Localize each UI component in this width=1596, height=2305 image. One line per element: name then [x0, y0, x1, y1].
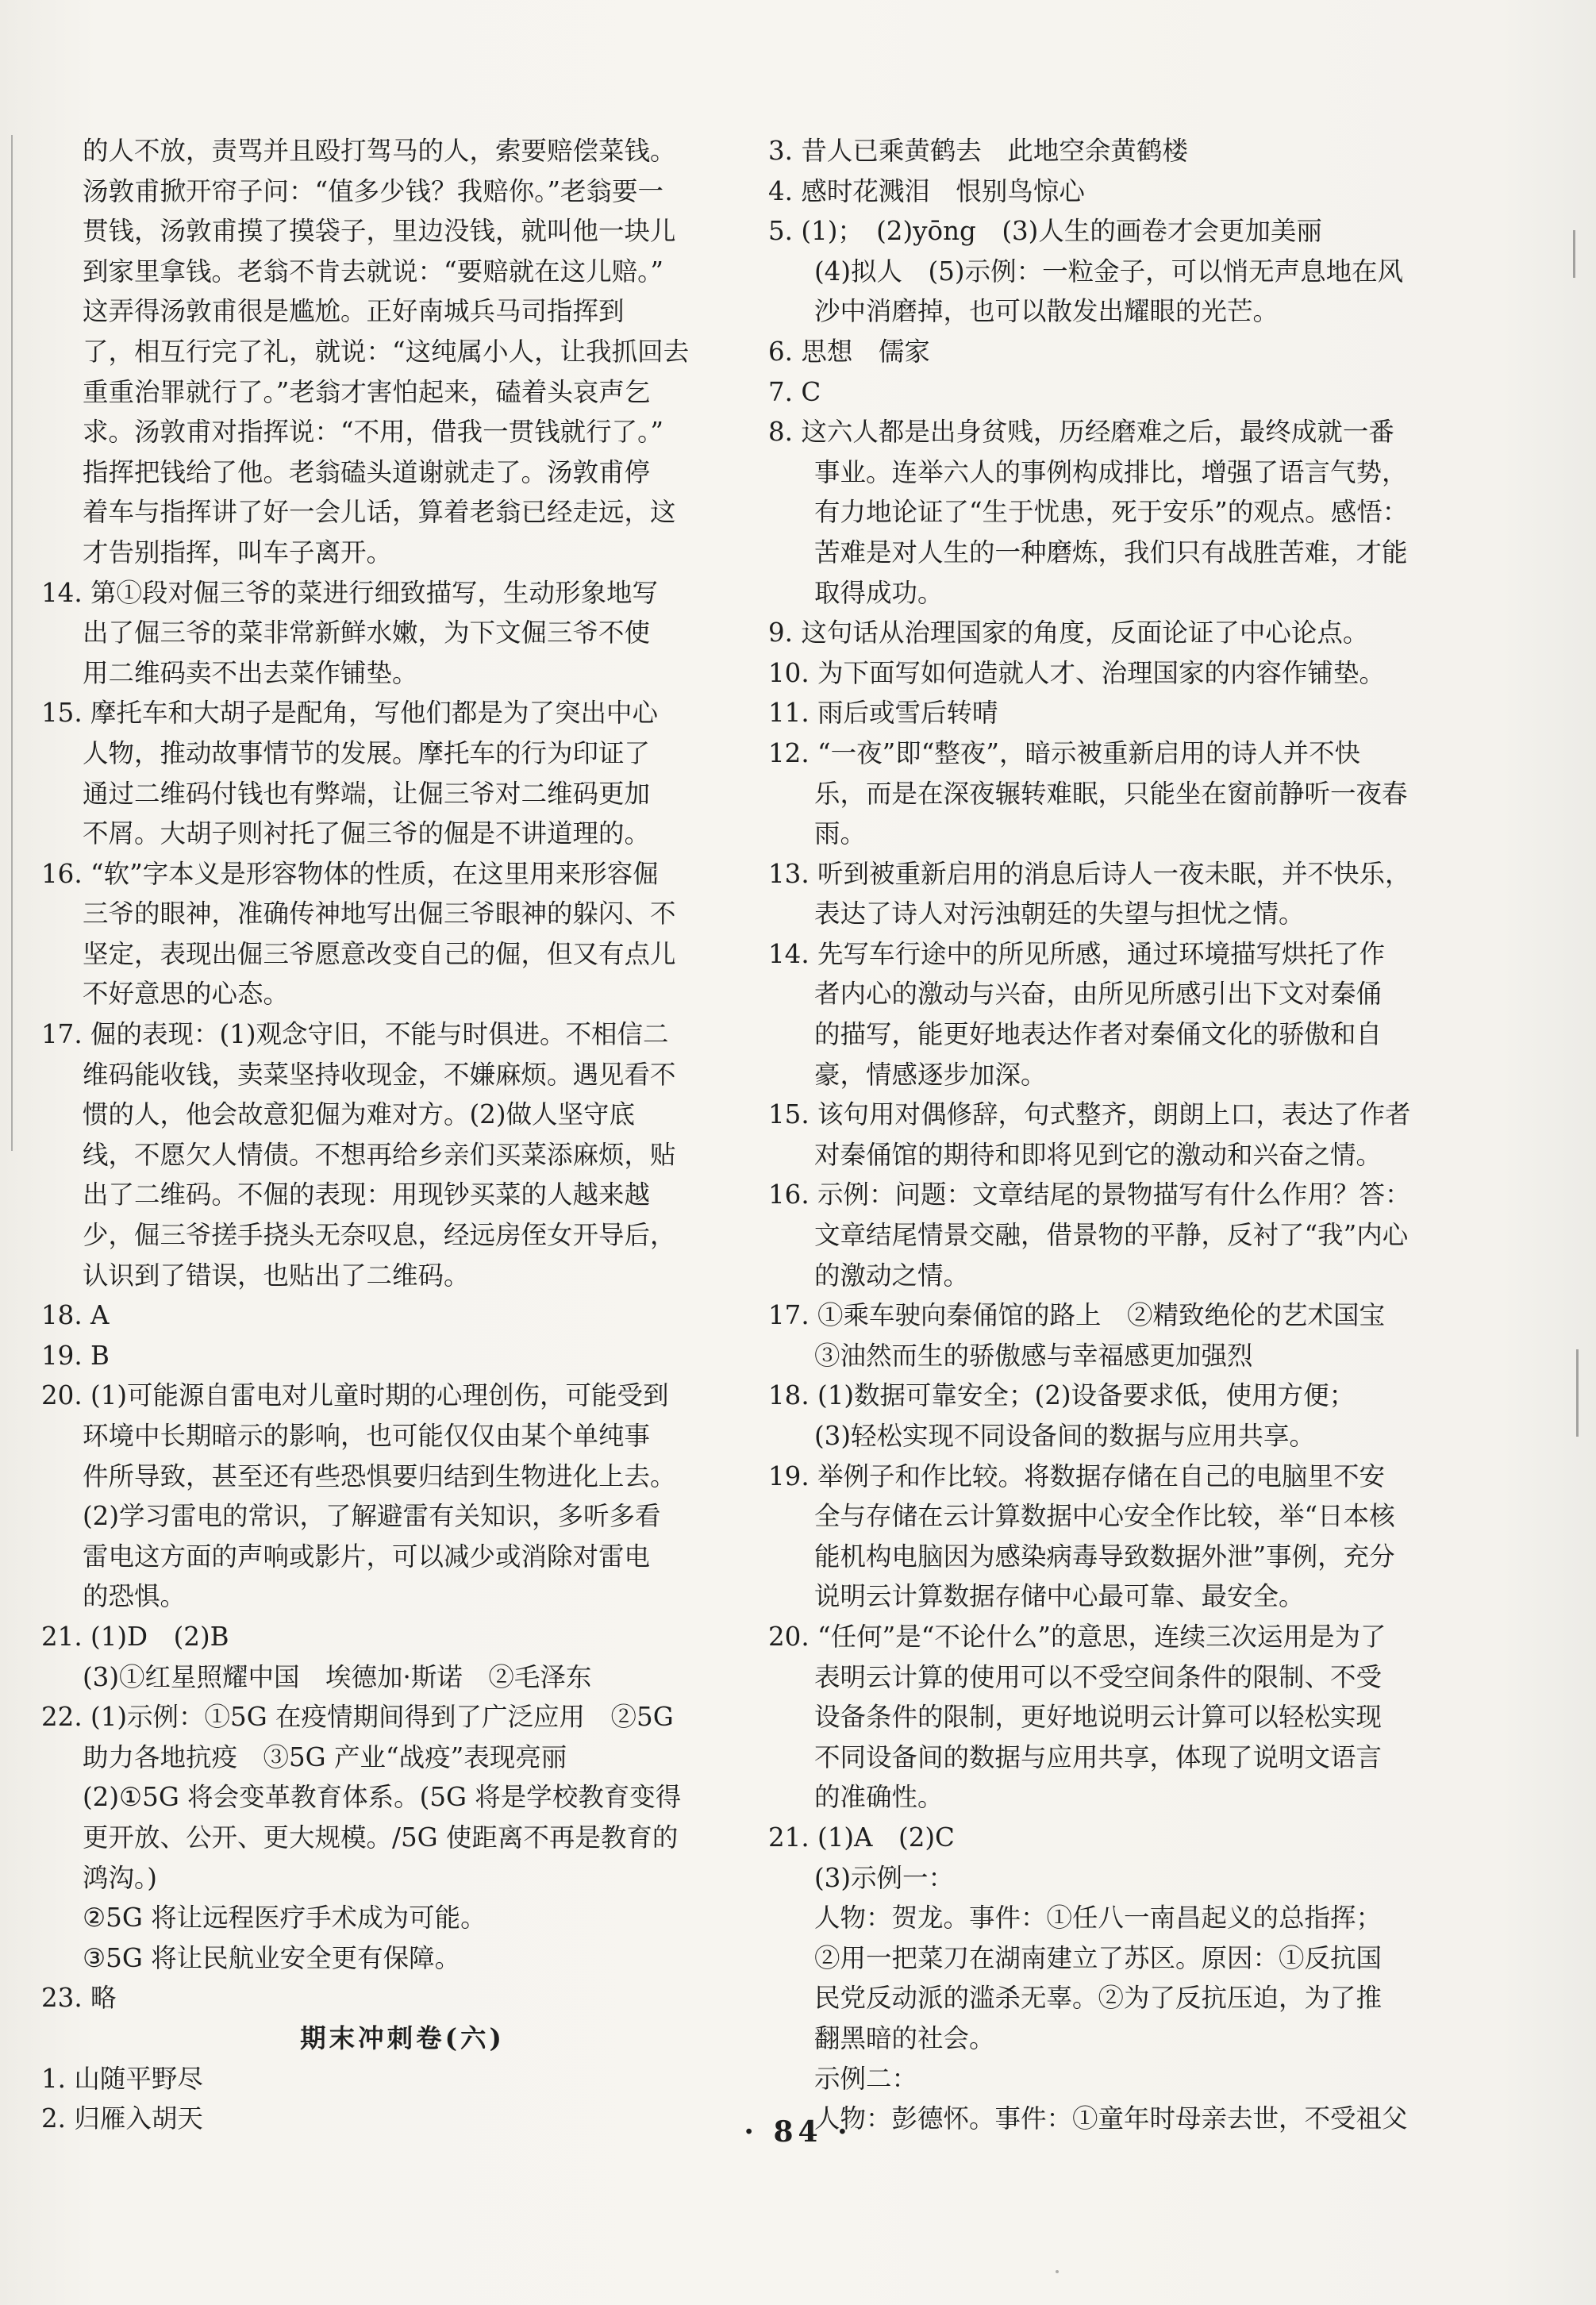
answer-line: 苦难是对人生的一种磨炼，我们只有战胜苦难，才能 [814, 537, 1408, 568]
answer-line: 有力地论证了“生于忧患，死于安乐”的观点。感悟： [814, 497, 1409, 528]
answer-line: 汤敦甫掀开帘子问：“值多少钱？我赔你。”老翁要一 [83, 175, 663, 206]
answer-line: 鸿沟。) [83, 1862, 157, 1893]
answer-line: ②用一把菜刀在湖南建立了苏区。原因：①反抗国 [814, 1942, 1383, 1973]
answer-line: 18. A [41, 1300, 110, 1331]
answer-line: 13. 听到被重新启用的消息后诗人一夜未眠，并不快乐， [768, 858, 1411, 889]
binding-margin-line [11, 135, 13, 1151]
answer-line: 才告别指挥，叫车子离开。 [83, 537, 393, 568]
answer-line: 的描写，能更好地表达作者对秦俑文化的骄傲和自 [814, 1019, 1383, 1050]
answer-line: 用二维码卖不出去菜作铺垫。 [83, 657, 418, 688]
answer-line: 出了倔三爷的菜非常新鲜水嫩，为下文倔三爷不使 [83, 618, 651, 648]
answer-line: ③5G 将让民航业安全更有保障。 [83, 1942, 461, 1973]
answer-line: 表达了诗人对污浊朝廷的失望与担忧之情。 [814, 899, 1305, 929]
answer-line: 说明云计算数据存储中心最可靠、最安全。 [814, 1581, 1305, 1612]
answer-line: 通过二维码付钱也有弊端，让倔三爷对二维码更加 [83, 778, 651, 809]
answer-line: 16. 示例：问题：文章结尾的景物描写有什么作用？答： [768, 1179, 1411, 1210]
answer-line: 设备条件的限制，更好地说明云计算可以轻松实现 [814, 1702, 1383, 1733]
answer-line: 三爷的眼神，准确传神地写出倔三爷眼神的躲闪、不 [83, 899, 676, 929]
answer-line: 取得成功。 [814, 577, 944, 608]
left-answer-column [41, 131, 732, 2139]
answer-line: 20. “任何”是“不论什么”的意思，连续三次运用是为了 [768, 1621, 1386, 1652]
answer-line: 指挥把钱给了他。老翁磕头道谢就走了。汤敦甫停 [83, 456, 651, 487]
answer-line: 10. 为下面写如何造就人才、治理国家的内容作铺垫。 [768, 657, 1386, 688]
answer-line: 少，倔三爷搓手挠头无奈叹息，经远房侄女开导后， [83, 1220, 676, 1251]
answer-line: 能机构电脑因为感染病毒导致数据外泄”事例，充分 [814, 1541, 1395, 1572]
answer-line: 17. ①乘车驶向秦俑馆的路上 ②精致绝伦的艺术国宝 [768, 1300, 1386, 1331]
scan-edge-mark [1576, 1349, 1579, 1437]
answer-line: 11. 雨后或雪后转晴 [768, 698, 998, 729]
answer-line: 14. 先写车行途中的所见所感，通过环境描写烘托了作 [768, 938, 1386, 969]
answer-line: 18. (1)数据可靠安全；(2)设备要求低，使用方便； [768, 1380, 1356, 1411]
answer-line: 对秦俑馆的期待和即将见到它的激动和兴奋之情。 [814, 1139, 1383, 1170]
answer-line: 民党反动派的滥杀无辜。②为了反抗压迫，为了推 [814, 1983, 1383, 2014]
answer-line: 21. (1)A (2)C [768, 1822, 955, 1853]
answer-line: 更开放、公开、更大规模。/5G 使距离不再是教育的 [83, 1822, 679, 1853]
answer-line: 15. 摩托车和大胡子是配角，写他们都是为了突出中心 [41, 698, 659, 729]
page-number: · 84 · [744, 2115, 852, 2149]
answer-line: 19. 举例子和作比较。将数据存储在自己的电脑里不安 [768, 1460, 1386, 1491]
answer-line: 这弄得汤敦甫很是尴尬。正好南城兵马司指挥到 [83, 296, 625, 327]
answer-line: 文章结尾情景交融，借景物的平静，反衬了“我”内心 [814, 1220, 1409, 1251]
answer-line: 全与存储在云计算数据中心安全作比较，举“日本核 [814, 1501, 1395, 1532]
answer-line: ③油然而生的骄傲感与幸福感更加强烈 [814, 1340, 1253, 1371]
answer-line: 沙中消磨掉，也可以散发出耀眼的光芒。 [814, 296, 1279, 327]
right-answer-column [768, 131, 1498, 2139]
answer-line: 惯的人，他会故意犯倔为难对方。(2)做人坚守底 [83, 1099, 636, 1130]
answer-line: (3)轻松实现不同设备间的数据与应用共享。 [814, 1421, 1316, 1451]
answer-line: 求。汤敦甫对指挥说：“不用，借我一贯钱就行了。” [83, 417, 663, 448]
answer-line: 17. 倔的表现：(1)观念守旧，不能与时俱进。不相信二 [41, 1019, 669, 1050]
answer-line: 19. B [41, 1340, 110, 1371]
answer-line: 23. 略 [41, 1983, 117, 2014]
answer-line: 12. “一夜”即“整夜”，暗示被重新启用的诗人并不快 [768, 737, 1360, 768]
answer-line: 认识到了错误，也贴出了二维码。 [83, 1260, 470, 1291]
scan-edge-mark [1573, 230, 1575, 278]
answer-line: (3)①红星照耀中国 埃德加·斯诺 ②毛泽东 [83, 1661, 592, 1692]
answer-line: 示例二： [814, 2063, 918, 2094]
answer-line: 14. 第①段对倔三爷的菜进行细致描写，生动形象地写 [41, 577, 659, 608]
answer-line: 3. 昔人已乘黄鹤去 此地空余黄鹤楼 [768, 136, 1188, 166]
answer-line: 了，相互行完了礼，就说：“这纯属小人，让我抓回去 [83, 336, 690, 367]
answer-line: 人物：彭德怀。事件：①童年时母亲去世，不受祖父 [814, 2103, 1408, 2134]
answer-line: 7. C [768, 376, 821, 407]
answer-line: 16. “软”字本义是形容物体的性质，在这里用来形容倔 [41, 858, 659, 889]
answer-line: 表明云计算的使用可以不受空间条件的限制、不受 [814, 1661, 1383, 1692]
answer-line: 重重治罪就行了。”老翁才害怕起来，磕着头哀声乞 [83, 376, 651, 407]
answer-line: 坚定，表现出倔三爷愿意改变自己的倔，但又有点儿 [83, 938, 676, 969]
answer-line: 的激动之情。 [814, 1260, 970, 1291]
answer-line: 2. 归雁入胡天 [41, 2103, 203, 2134]
answer-line: 21. (1)D (2)B [41, 1621, 229, 1652]
answer-line: (2)学习雷电的常识，了解避雷有关知识，多听多看 [83, 1501, 661, 1532]
answer-line: 5. (1)； (2)yōng (3)人生的画卷才会更加美丽 [768, 216, 1322, 247]
answer-line: 着车与指挥讲了好一会儿话，算着老翁已经走远，这 [83, 497, 676, 528]
answer-line: 的恐惧。 [83, 1581, 187, 1612]
answer-line: 雷电这方面的声响或影片，可以减少或消除对雷电 [83, 1541, 651, 1572]
answer-line: 到家里拿钱。老翁不肯去就说：“要赔就在这儿赔。” [83, 256, 663, 287]
answer-line: 件所导致，甚至还有些恐惧要归结到生物进化上去。 [83, 1460, 676, 1491]
answer-line: (4)拟人 (5)示例：一粒金子，可以悄无声息地在风 [814, 256, 1404, 287]
answer-line: 事业。连举六人的事例构成排比，增强了语言气势， [814, 456, 1408, 487]
answer-line: 1. 山随平野尽 [41, 2063, 203, 2094]
answer-line: 20. (1)可能源自雷电对儿童时期的心理创伤，可能受到 [41, 1380, 669, 1411]
answer-line: 翻黑暗的社会。 [814, 2022, 995, 2053]
answer-line: (2)①5G 将会变革教育体系。(5G 将是学校教育变得 [83, 1782, 682, 1813]
answer-line: 助力各地抗疫 ③5G 产业“战疫”表现亮丽 [83, 1741, 567, 1772]
answer-line: 不屑。大胡子则衬托了倔三爷的倔是不讲道理的。 [83, 818, 651, 849]
answer-line: 的人不放，责骂并且殴打驾马的人，索要赔偿菜钱。 [83, 136, 676, 166]
answer-line: 线，不愿欠人情债。不想再给乡亲们买菜添麻烦，贴 [83, 1139, 676, 1170]
answer-line: 人物，推动故事情节的发展。摩托车的行为印证了 [83, 737, 651, 768]
answer-line: 的准确性。 [814, 1782, 944, 1813]
answer-line: (3)示例一： [814, 1862, 955, 1893]
answer-line: 4. 感时花溅泪 恨别鸟惊心 [768, 175, 1085, 206]
scan-speck [1056, 2270, 1059, 2273]
answer-line: 贯钱，汤敦甫摸了摸袋子，里边没钱，就叫他一块儿 [83, 216, 676, 247]
answer-line: 维码能收钱，卖菜坚持收现金，不嫌麻烦。遇见看不 [83, 1059, 676, 1090]
answer-line: 雨。 [814, 818, 867, 849]
answer-line: 人物：贺龙。事件：①任八一南昌起义的总指挥； [814, 1903, 1383, 1934]
answer-line: 出了二维码。不倔的表现：用现钞买菜的人越来越 [83, 1179, 651, 1210]
answer-line: 9. 这句话从治理国家的角度，反面论证了中心论点。 [768, 618, 1369, 648]
answer-line: 者内心的激动与兴奋，由所见所感引出下文对秦俑 [814, 979, 1383, 1010]
answer-line: 环境中长期暗示的影响，也可能仅仅由某个单纯事 [83, 1421, 651, 1451]
answer-line: 不同设备间的数据与应用共享，体现了说明文语言 [814, 1741, 1383, 1772]
answer-line: 豪，情感逐步加深。 [814, 1059, 1047, 1090]
answer-line: 不好意思的心态。 [83, 979, 290, 1010]
answer-line: 22. (1)示例：①5G 在疫情期间得到了广泛应用 ②5G [41, 1702, 674, 1733]
answer-line: 8. 这六人都是出身贫贱，历经磨难之后，最终成就一番 [768, 417, 1394, 448]
answer-line: 15. 该句用对偶修辞，句式整齐，朗朗上口，表达了作者 [768, 1099, 1411, 1130]
answer-line: 乐，而是在深夜辗转难眠，只能坐在窗前静听一夜春 [814, 778, 1408, 809]
section-title: 期末冲刺卷(六) [300, 2022, 505, 2053]
answer-line: ②5G 将让远程医疗手术成为可能。 [83, 1903, 486, 1934]
answer-line: 6. 思想 儒家 [768, 336, 930, 367]
